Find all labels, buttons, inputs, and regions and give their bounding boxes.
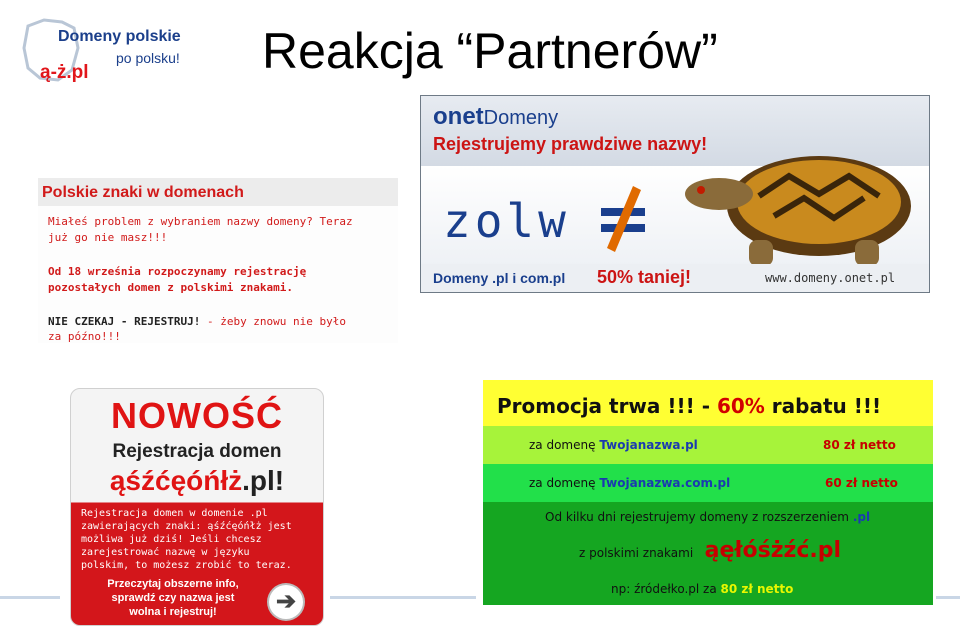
nowosc-domain	[71, 465, 323, 497]
onet-word: zolw	[443, 194, 570, 248]
footer-line-middle	[330, 596, 476, 599]
nowosc-domain-chars: ąśźćęóńłż	[109, 465, 243, 496]
onet-tagline: Rejestrujemy prawdziwe nazwy!	[433, 134, 708, 154]
pz-line2: już go nie masz!!!	[48, 231, 168, 244]
nowosc-body-line1: Rejestracja domen w domenie .pl	[81, 508, 268, 519]
polskie-znaki-banner[interactable]	[38, 178, 398, 343]
logo	[22, 18, 202, 88]
logo-line2: po polsku!	[116, 50, 180, 66]
onet-bottom-url[interactable]: www.domeny.onet.pl	[765, 271, 896, 285]
promo-info-line3: np: źródełko.pl za 80 zł netto	[611, 582, 794, 596]
turtle-icon	[679, 136, 925, 271]
nowosc-cta-line3: wolna i rejestruj!	[129, 606, 217, 618]
onet-brand	[433, 103, 558, 131]
slide-title: Reakcja “Partnerów”	[262, 23, 718, 79]
nowosc-body-line5: polskim, to możesz zrobić to teraz.	[81, 560, 292, 571]
logo-line1: Domeny polskie	[58, 28, 181, 45]
polskie-znaki-heading: Polskie znaki w domenach	[42, 184, 244, 201]
footer-line-right	[936, 596, 960, 599]
pz-line4: pozostałych domen z polskimi znakami.	[48, 281, 294, 294]
nowosc-cta-line2: sprawdź czy nazwa jest	[111, 592, 235, 604]
arrow-right-icon[interactable]: ➔	[269, 585, 303, 619]
promo-row-compl-domain: za domenę Twojanazwa.com.pl	[529, 476, 731, 490]
nowosc-cta[interactable]	[83, 577, 263, 619]
pz-line1: Miałeś problem z wybraniem nazwy domeny? Teraz	[48, 215, 353, 228]
pz-line5	[48, 314, 398, 329]
promo-row-pl-price: 80 zł netto	[823, 438, 896, 452]
onet-brand-bold: onet	[433, 103, 484, 130]
pz-line6: za późno!!!	[48, 330, 121, 343]
pz-line5-rest: - żeby znowu nie było	[200, 315, 347, 328]
footer-line-left	[0, 596, 60, 599]
promo-polish-domain: ąęłóśżźć.pl	[704, 538, 842, 563]
onet-brand-rest: Domeny	[483, 107, 559, 129]
promo-header-text: Promocja trwa !!! - 60% rabatu !!!	[497, 394, 882, 418]
pz-cta[interactable]: NIE CZEKAJ - REJESTRUJ!	[48, 315, 201, 328]
nowosc-heading: NOWOŚĆ	[111, 395, 283, 436]
polskie-znaki-header	[38, 178, 398, 206]
promo-row-compl-price: 60 zł netto	[825, 476, 898, 490]
nowosc-body	[81, 507, 317, 572]
promo-row-pl[interactable]	[483, 426, 933, 464]
nowosc-body-line2: zawierających znaki: ąśźćęóńłż jest	[81, 521, 292, 532]
nowosc-body-line3: możliwa już dziś! Jeśli chcesz	[81, 534, 262, 545]
promo-info-line1: Od kilku dni rejestrujemy domeny z rozszerzeniem .pl	[545, 510, 871, 524]
promo-table[interactable]	[483, 380, 933, 605]
nowosc-body-line4: zarejestrować nazwę w języku	[81, 547, 250, 558]
promo-header	[483, 380, 933, 426]
nowosc-cta-line1: Przeczytaj obszerne info,	[107, 578, 239, 590]
promo-info-block	[483, 502, 933, 605]
promo-discount: 60%	[716, 394, 765, 418]
promo-row-pl-domain: za domenę Twojanazwa.pl	[529, 438, 698, 452]
promo-info-line2: z polskimi znakami ąęłóśżźć.pl	[579, 538, 842, 563]
nowosc-domain-tld: .pl!	[242, 465, 285, 496]
logo-domain: ą-ż.pl	[40, 62, 89, 83]
nowosc-banner[interactable]	[70, 388, 324, 626]
onet-domeny-banner[interactable]	[420, 95, 930, 293]
pz-line3: Od 18 września rozpoczynamy rejestrację	[48, 265, 307, 278]
nowosc-subheading: Rejestracja domen	[112, 441, 282, 462]
onet-banner-bottom	[421, 264, 929, 292]
onet-bottom-domains: Domeny .pl i com.pl	[433, 270, 566, 286]
not-equal-icon	[599, 184, 649, 254]
onet-bottom-discount: 50% taniej!	[597, 267, 692, 287]
promo-row-compl[interactable]	[483, 464, 933, 502]
